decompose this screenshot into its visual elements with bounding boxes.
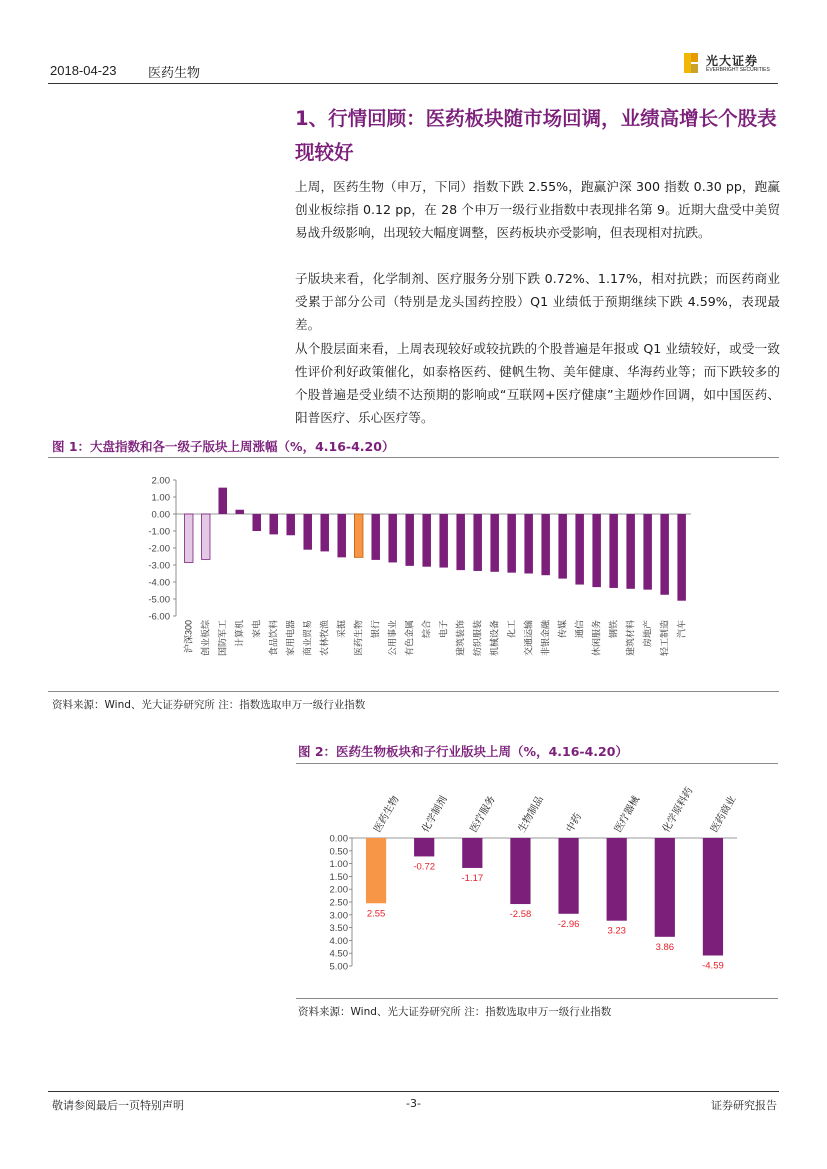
x-tick-label: 家电 (251, 620, 262, 639)
x-tick-label: 公用事业 (387, 620, 398, 657)
x-tick-label: 计算机 (234, 620, 245, 648)
x-tick-label: 建筑装饰 (455, 620, 466, 657)
x-tick-label: 化工 (506, 620, 517, 639)
page-header (48, 56, 778, 84)
x-tick-label: 沪深300 (183, 620, 194, 654)
y-tick-label: -5.00 (148, 594, 170, 606)
bar-28 (643, 514, 651, 590)
data-label-3: -1.17 (461, 872, 484, 884)
bar-15 (422, 514, 430, 567)
report-date: 2018-04-23 (50, 63, 117, 78)
footer-report-type: 证券研究报告 (711, 1099, 777, 1112)
bar-13 (388, 514, 396, 562)
y-tick-label: 2.00 (151, 475, 170, 487)
paragraph-market-review: 上周，医药生物（申万，下同）指数下跌 2.55%，跑赢沪深 300 指数 0.30 pp，跑赢创业板综指 0.12 pp，在 28 个申万一级行业指数中表现排名第 9。近期大盘受中美贸易战升级影响，出现较大幅度调整，医药板块亦受影响，但表现相对抗跌。 (295, 179, 780, 240)
x-tick-label: 医疗器械 (612, 794, 643, 835)
bar-1 (184, 514, 192, 562)
figure-2-bottom-rule (296, 998, 778, 999)
y-tick-label: -4.00 (148, 577, 170, 589)
x-tick-label: 电子 (438, 620, 449, 639)
y-tick-label: 2.00 (329, 884, 348, 896)
data-label-8: -4.59 (702, 960, 724, 972)
y-tick-label: -2.00 (148, 543, 170, 555)
bar-9 (320, 514, 328, 551)
bar-19 (490, 514, 498, 572)
y-tick-label: 4.50 (329, 948, 348, 960)
x-tick-label: 休闲服务 (591, 620, 602, 657)
x-tick-label: 建筑材料 (625, 620, 636, 657)
x-tick-label: 农林牧渔 (319, 620, 330, 657)
bar-21 (524, 514, 532, 574)
x-tick-label: 纺织服装 (472, 620, 483, 657)
bar-18 (473, 514, 481, 571)
bar-30 (677, 514, 685, 601)
y-tick-label: 4.00 (329, 935, 348, 947)
paragraph-subsector: 子版块来看，化学制剂、医疗服务分别下跌 0.72%、1.17%，相对抗跌；而医药商业受累于部分公司（特别是龙头国药控股）Q1 业绩低于预期继续下跌 4.59%，表现最差。 (295, 271, 780, 332)
y-tick-label: -3.00 (148, 560, 170, 572)
bar-4 (235, 510, 243, 514)
bar-5 (558, 838, 578, 914)
y-tick-label: 3.00 (329, 910, 348, 922)
paragraph-stocks: 从个股层面来看，上周表现较好或较抗跌的个股普遍是年报或 Q1 业绩较好，或受一致性评价利好政策催化，如泰格医药、健帆生物、美年健康、华海药业等；而下跌较多的个股普遍是受业绩不达预期的影响或“互联网+医疗健康”主题炒作回调，如中国医药、阳普医疗、乐心医疗等。 (295, 341, 780, 425)
y-tick-label: 1.50 (329, 871, 348, 883)
figure-2-bar-chart (300, 775, 760, 995)
data-label-5: -2.96 (557, 918, 580, 930)
footer-rule (48, 1091, 779, 1092)
bar-23 (558, 514, 566, 579)
bar-10 (337, 514, 345, 557)
company-logo (682, 50, 778, 78)
figure-2-source: 资料来源：Wind、光大证券研究所 注：指数选取申万一级行业指数 (298, 1006, 612, 1018)
data-label-1: 2.55 (366, 908, 386, 920)
bar-6 (607, 838, 627, 921)
y-tick-label: 1.00 (329, 859, 348, 871)
bar-27 (626, 514, 634, 589)
bar-4 (510, 838, 530, 904)
data-label-7: 3.86 (655, 941, 675, 953)
y-tick-label: -1.00 (148, 526, 170, 538)
x-tick-label: 创业板综 (200, 620, 211, 657)
logo-mark-icon (682, 52, 700, 74)
y-tick-label: 2.50 (329, 897, 348, 909)
page-number: -3- (406, 1097, 421, 1110)
y-tick-label: 0.00 (151, 509, 170, 521)
bar-11 (354, 514, 362, 557)
bar-3 (218, 488, 226, 514)
x-tick-label: 机械设备 (489, 620, 500, 657)
y-tick-label: 3.50 (329, 923, 348, 935)
figure-2-title: 图 2：医药生物板块和子行业版块上周（%，4.16-4.20） (298, 744, 628, 759)
x-tick-label: 医药生物 (353, 620, 364, 657)
y-tick-label: 0.50 (329, 846, 348, 858)
bar-25 (592, 514, 600, 587)
x-tick-label: 采掘 (336, 620, 347, 639)
x-tick-label: 化学制剂 (420, 794, 450, 835)
y-tick-label: 0.00 (329, 833, 348, 845)
bar-2 (414, 838, 434, 856)
figure-2-top-rule (296, 763, 778, 764)
data-label-2: -0.72 (413, 861, 436, 873)
figure-1-bar-chart (118, 470, 718, 685)
bar-5 (252, 514, 260, 531)
data-label-6: 3.23 (607, 925, 626, 937)
x-tick-label: 传媒 (557, 620, 568, 639)
x-tick-label: 综合 (421, 620, 432, 639)
logo-text-en: EVERBRIGHT SECURITIES (706, 67, 770, 73)
x-tick-label: 汽车 (676, 620, 687, 639)
x-tick-label: 生物制品 (516, 794, 547, 835)
x-tick-label: 银行 (370, 620, 381, 639)
x-tick-label: 家用电器 (285, 620, 296, 657)
figure-1-bottom-rule (48, 691, 779, 692)
x-tick-label: 中药 (564, 811, 585, 835)
x-tick-label: 食品饮料 (268, 620, 279, 657)
x-tick-label: 商业贸易 (302, 620, 313, 657)
bar-8 (703, 838, 723, 956)
report-sector: 医药生物 (148, 66, 201, 81)
bar-24 (575, 514, 583, 585)
bar-2 (201, 514, 209, 559)
y-tick-label: -6.00 (148, 611, 170, 623)
bar-1 (366, 838, 386, 903)
y-tick-label: 1.00 (151, 492, 170, 504)
x-tick-label: 轻工制造 (659, 620, 670, 657)
x-tick-label: 房地产 (642, 620, 653, 648)
bar-3 (462, 838, 482, 868)
x-tick-label: 化学原料药 (660, 785, 696, 835)
y-tick-label: 5.00 (329, 961, 348, 973)
bar-6 (269, 514, 277, 534)
figure-1-title: 图 1：大盘指数和各一级子版块上周涨幅（%，4.16-4.20） (52, 439, 395, 454)
x-tick-label: 通信 (574, 620, 585, 639)
bar-17 (456, 514, 464, 570)
x-tick-label: 非银金融 (540, 620, 551, 657)
figure-1-top-rule (48, 457, 779, 458)
section-title: 1、行情回顾：医药板块随市场回调，业绩高增长个股表现较好 (295, 107, 777, 164)
x-tick-label: 医药生物 (372, 794, 402, 835)
bar-7 (286, 514, 294, 535)
data-label-4: -2.58 (509, 909, 532, 921)
logo-text-cn: 光大证券 (706, 54, 759, 68)
bar-20 (507, 514, 515, 573)
x-tick-label: 钢铁 (608, 620, 619, 639)
bar-8 (303, 514, 311, 550)
bar-29 (660, 514, 668, 595)
x-tick-label: 交通运输 (523, 620, 534, 657)
bar-22 (541, 514, 549, 575)
x-tick-label: 医药商业 (709, 794, 739, 835)
footer-disclaimer: 敬请参阅最后一页特别声明 (52, 1099, 184, 1112)
x-tick-label: 国防军工 (217, 620, 228, 657)
bar-7 (655, 838, 675, 937)
bar-14 (405, 514, 413, 566)
bar-12 (371, 514, 379, 560)
bar-16 (439, 514, 447, 568)
x-tick-label: 有色金属 (404, 620, 415, 657)
bar-26 (609, 514, 617, 588)
figure-1-source: 资料来源：Wind、光大证券研究所 注：指数选取申万一级行业指数 (52, 699, 366, 711)
x-tick-label: 医疗服务 (468, 794, 498, 835)
